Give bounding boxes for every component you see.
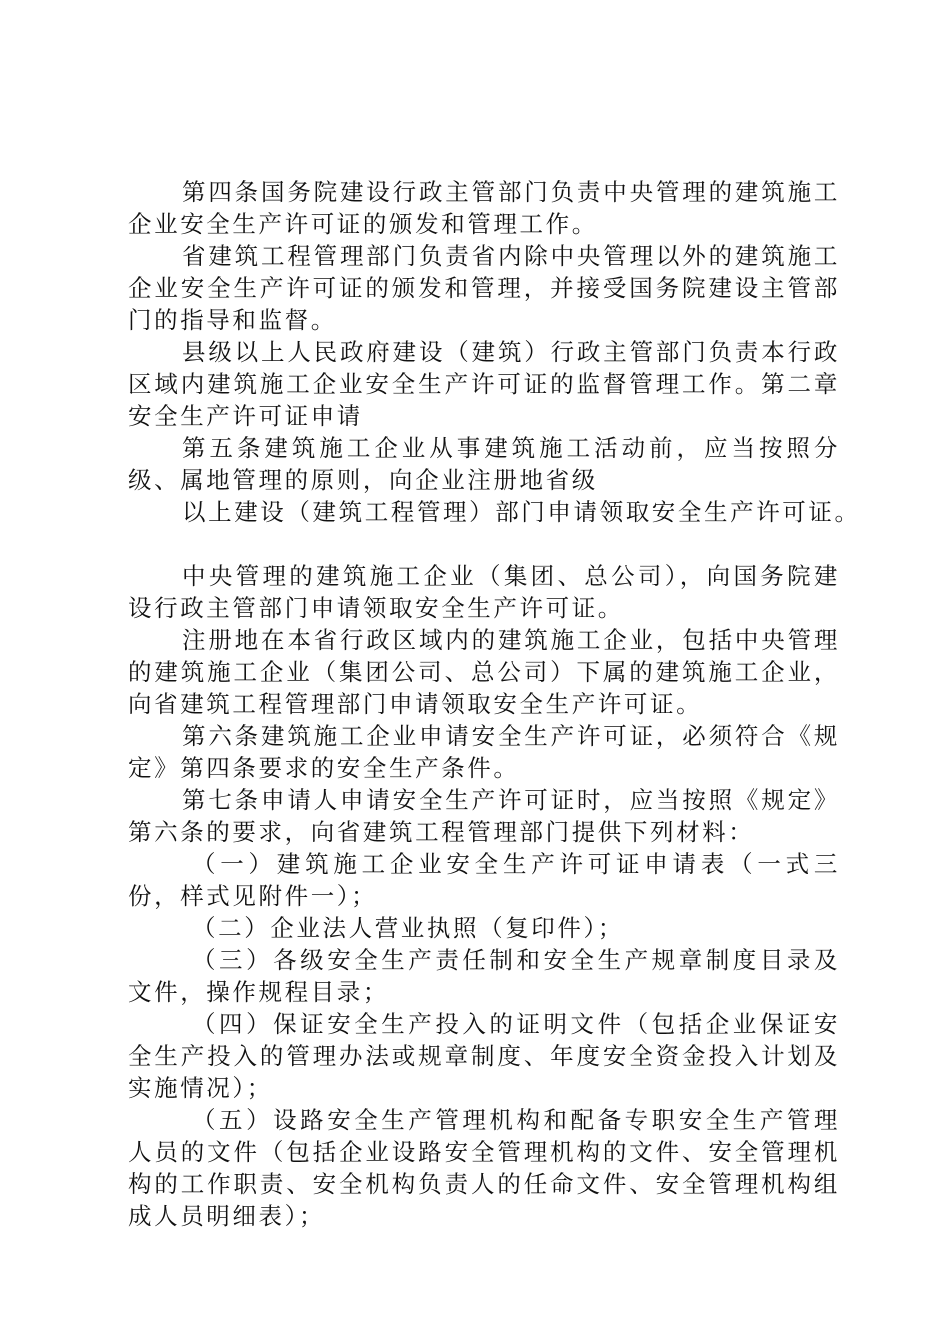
paragraph-article-6: 第六条建筑施工企业申请安全生产许可证，必须符合《规定》第四条要求的安全生产条件。 xyxy=(128,722,840,782)
list-item-1: （一）建筑施工企业安全生产许可证申请表（一式三份，样式见附件一）； xyxy=(128,850,840,910)
paragraph-registered-enterprises: 注册地在本省行政区域内的建筑施工企业，包括中央管理的建筑施工企业（集团公司、总公司）下属的建筑施工企业，向省建筑工程管理部门申请领取安全生产许可证。 xyxy=(128,626,840,718)
paragraph-article-4: 第四条国务院建设行政主管部门负责中央管理的建筑施工企业安全生产许可证的颁发和管理工作。 xyxy=(128,178,840,238)
paragraph-article-5: 第五条建筑施工企业从事建筑施工活动前，应当按照分级、属地管理的原则，向企业注册地省级 xyxy=(128,434,840,494)
paragraph-central-enterprises: 中央管理的建筑施工企业（集团、总公司），向国务院建设行政主管部门申请领取安全生产许可证。 xyxy=(128,562,840,622)
paragraph-article-7: 第七条申请人申请安全生产许可证时，应当按照《规定》第六条的要求，向省建筑工程管理部门提供下列材料： xyxy=(128,786,840,846)
list-item-4: （四）保证安全生产投入的证明文件（包括企业保证安全生产投入的管理办法或规章制度、年度安全资金投入计划及实施情况）； xyxy=(128,1010,840,1102)
paragraph-county-authority: 县级以上人民政府建设（建筑）行政主管部门负责本行政区域内建筑施工企业安全生产许可证的监督管理工作。第二章安全生产许可证申请 xyxy=(128,338,840,430)
list-item-3: （三）各级安全生产责任制和安全生产规章制度目录及文件，操作规程目录； xyxy=(128,946,840,1006)
list-item-5: （五）设路安全生产管理机构和配备专职安全生产管理人员的文件（包括企业设路安全管理机构的文件、安全管理机构的工作职责、安全机构负责人的任命文件、安全管理机构组成人员明细表）； xyxy=(128,1106,840,1230)
paragraph-provincial-authority: 省建筑工程管理部门负责省内除中央管理以外的建筑施工企业安全生产许可证的颁发和管理，并接受国务院建设主管部门的指导和监督。 xyxy=(128,242,840,334)
document-body xyxy=(128,176,861,1232)
list-item-2: （二）企业法人营业执照（复印件）； xyxy=(192,914,624,942)
paragraph-article-5-continued: 以上建设（建筑工程管理）部门申请领取安全生产许可证。 xyxy=(182,498,861,526)
